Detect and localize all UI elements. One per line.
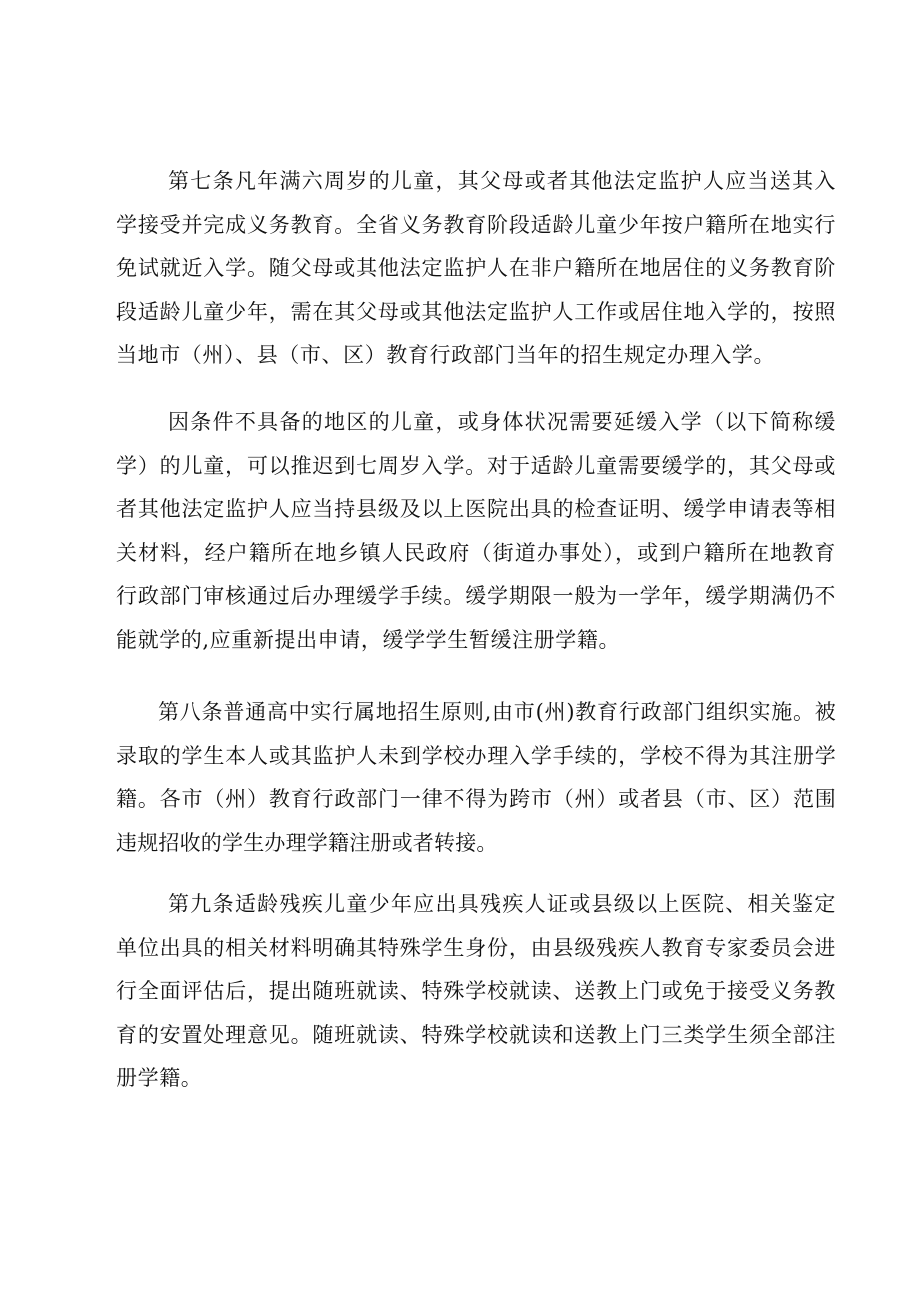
paragraph-article-8: 第八条普通高中实行属地招生原则,由市(州)教育行政部门组织实施。被录取的学生本人或其监护人未到学校办理入学手续的，学校不得为其注册学籍。各市（州）教育行政部门一律不得为跨市（州）或者县（市、区）范围违规招收的学生办理学籍注册或者转接。 xyxy=(116,700,836,855)
paragraph-deferral: 因条件不具备的地区的儿童，或身体状况需要延缓入学（以下简称缓学）的儿童，可以推迟到七周岁入学。对于适龄儿童需要缓学的，其父母或者其他法定监护人应当持县级及以上医院出具的检查证明、缓学申请表等相关材料，经户籍所在地乡镇人民政府（街道办事处），或到户籍所在地教育行政部门审核通过后办理缓学手续。缓学期限一般为一学年，缓学期满仍不能就学的,应重新提出申请，缓学学生暂缓注册学籍。 xyxy=(116,410,836,652)
paragraph-article-9: 第九条适龄残疾儿童少年应出具残疾人证或县级以上医院、相关鉴定单位出具的相关材料明确其特殊学生身份，由县级残疾人教育专家委员会进行全面评估后，提出随班就读、特殊学校就读、送教上门或免于接受义务教育的安置处理意见。随班就读、特殊学校就读和送教上门三类学生须全部注册学籍。 xyxy=(116,892,836,1090)
paragraph-article-7: 第七条凡年满六周岁的儿童，其父母或者其他法定监护人应当送其入学接受并完成义务教育。全省义务教育阶段适龄儿童少年按户籍所在地实行免试就近入学。随父母或其他法定监护人在非户籍所在地居住的义务教育阶段适龄儿童少年，需在其父母或其他法定监护人工作或居住地入学的，按照当地市（州）、县（市、区）教育行政部门当年的招生规定办理入学。 xyxy=(116,169,836,367)
